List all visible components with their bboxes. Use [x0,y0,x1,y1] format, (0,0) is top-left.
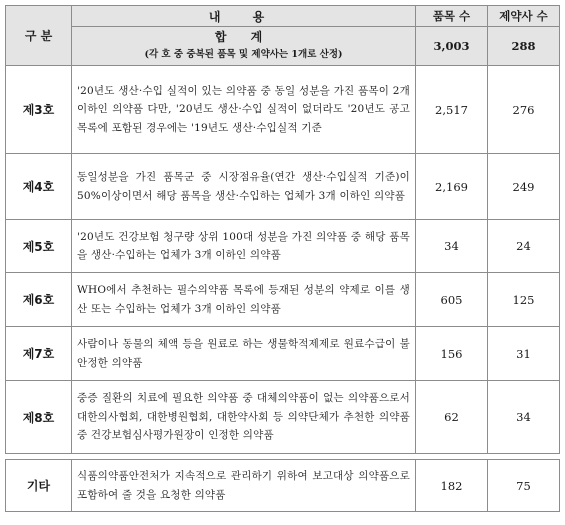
row-category: 제3호 [6,66,72,154]
row-description: 사람이나 동물의 체액 등을 원료로 하는 생물학적제제로 원료수급이 불안정한 의약품 [72,327,416,381]
row-companies: 125 [488,273,560,327]
total-companies: 288 [488,27,560,66]
total-cell [72,27,416,66]
row-items: 156 [416,327,488,381]
table-row [6,460,560,512]
header-content-label: 내 용 [208,9,279,24]
row-category: 제8호 [6,381,72,454]
row-companies: 75 [488,460,560,512]
row-items: 2,169 [416,154,488,220]
row-companies: 34 [488,381,560,454]
header-items [416,6,488,27]
row-companies: 276 [488,66,560,154]
table-row [6,154,560,220]
row-companies: 249 [488,154,560,220]
table-row [6,327,560,381]
row-category: 제5호 [6,220,72,273]
header-category [6,6,72,66]
table-row [6,273,560,327]
header-companies-label: 제약사 수 [499,9,548,23]
row-description: 동일성분을 가진 품목군 중 시장점유율(연간 생산·수입실적 기준)이 50%이상이면서 해당 품목을 생산·수입하는 업체가 3개 이하인 의약품 [72,154,416,220]
row-companies: 31 [488,327,560,381]
row-items: 182 [416,460,488,512]
pharma-supply-table [5,5,560,512]
header-row [6,6,560,27]
row-category: 제6호 [6,273,72,327]
total-title: 합 계 [214,30,273,44]
row-description: '20년도 생산·수입 실적이 있는 의약품 중 동일 성분을 가진 품목이 2개 이하인 의약품 다만, '20년도 생산·수입 실적이 없더라도 '20년도 공고 목록에 포함된 경우에는 '19년도 생산·수입실적 기준 [72,66,416,154]
table-row [6,66,560,154]
header-content [72,6,416,27]
row-companies: 24 [488,220,560,273]
row-description: 중증 질환의 치료에 필요한 의약품 중 대체의약품이 없는 의약품으로서 대한의사협회, 대한병원협회, 대한약사회 등 의약단체가 추천한 의약품 중 건강보험심사평가원장이 인정한 의약품 [72,381,416,454]
total-items: 3,003 [416,27,488,66]
row-items: 34 [416,220,488,273]
row-description: 식품의약품안전처가 지속적으로 관리하기 위하여 보고대상 의약품으로 포함하여 줄 것을 요청한 의약품 [72,460,416,512]
table-row [6,220,560,273]
row-items: 2,517 [416,66,488,154]
row-category: 기타 [6,460,72,512]
header-items-label: 품목 수 [432,9,471,23]
row-category: 제7호 [6,327,72,381]
row-description: WHO에서 추천하는 필수의약품 목록에 등재된 성분의 약제로 이를 생산 또는 수입하는 업체가 3개 이하인 의약품 [72,273,416,327]
row-category: 제4호 [6,154,72,220]
header-category-label: 구 분 [24,29,53,43]
row-items: 62 [416,381,488,454]
header-companies [488,6,560,27]
row-description: '20년도 건강보험 청구량 상위 100대 성분을 가진 의약품 중 해당 품목을 생산·수입하는 업체가 3개 이하인 의약품 [72,220,416,273]
pharma-table-container [5,5,559,512]
total-row [6,27,560,66]
row-items: 605 [416,273,488,327]
table-row [6,381,560,454]
total-subtitle: (각 호 중 중복된 품목 및 제약사는 1개로 산정) [144,49,343,60]
